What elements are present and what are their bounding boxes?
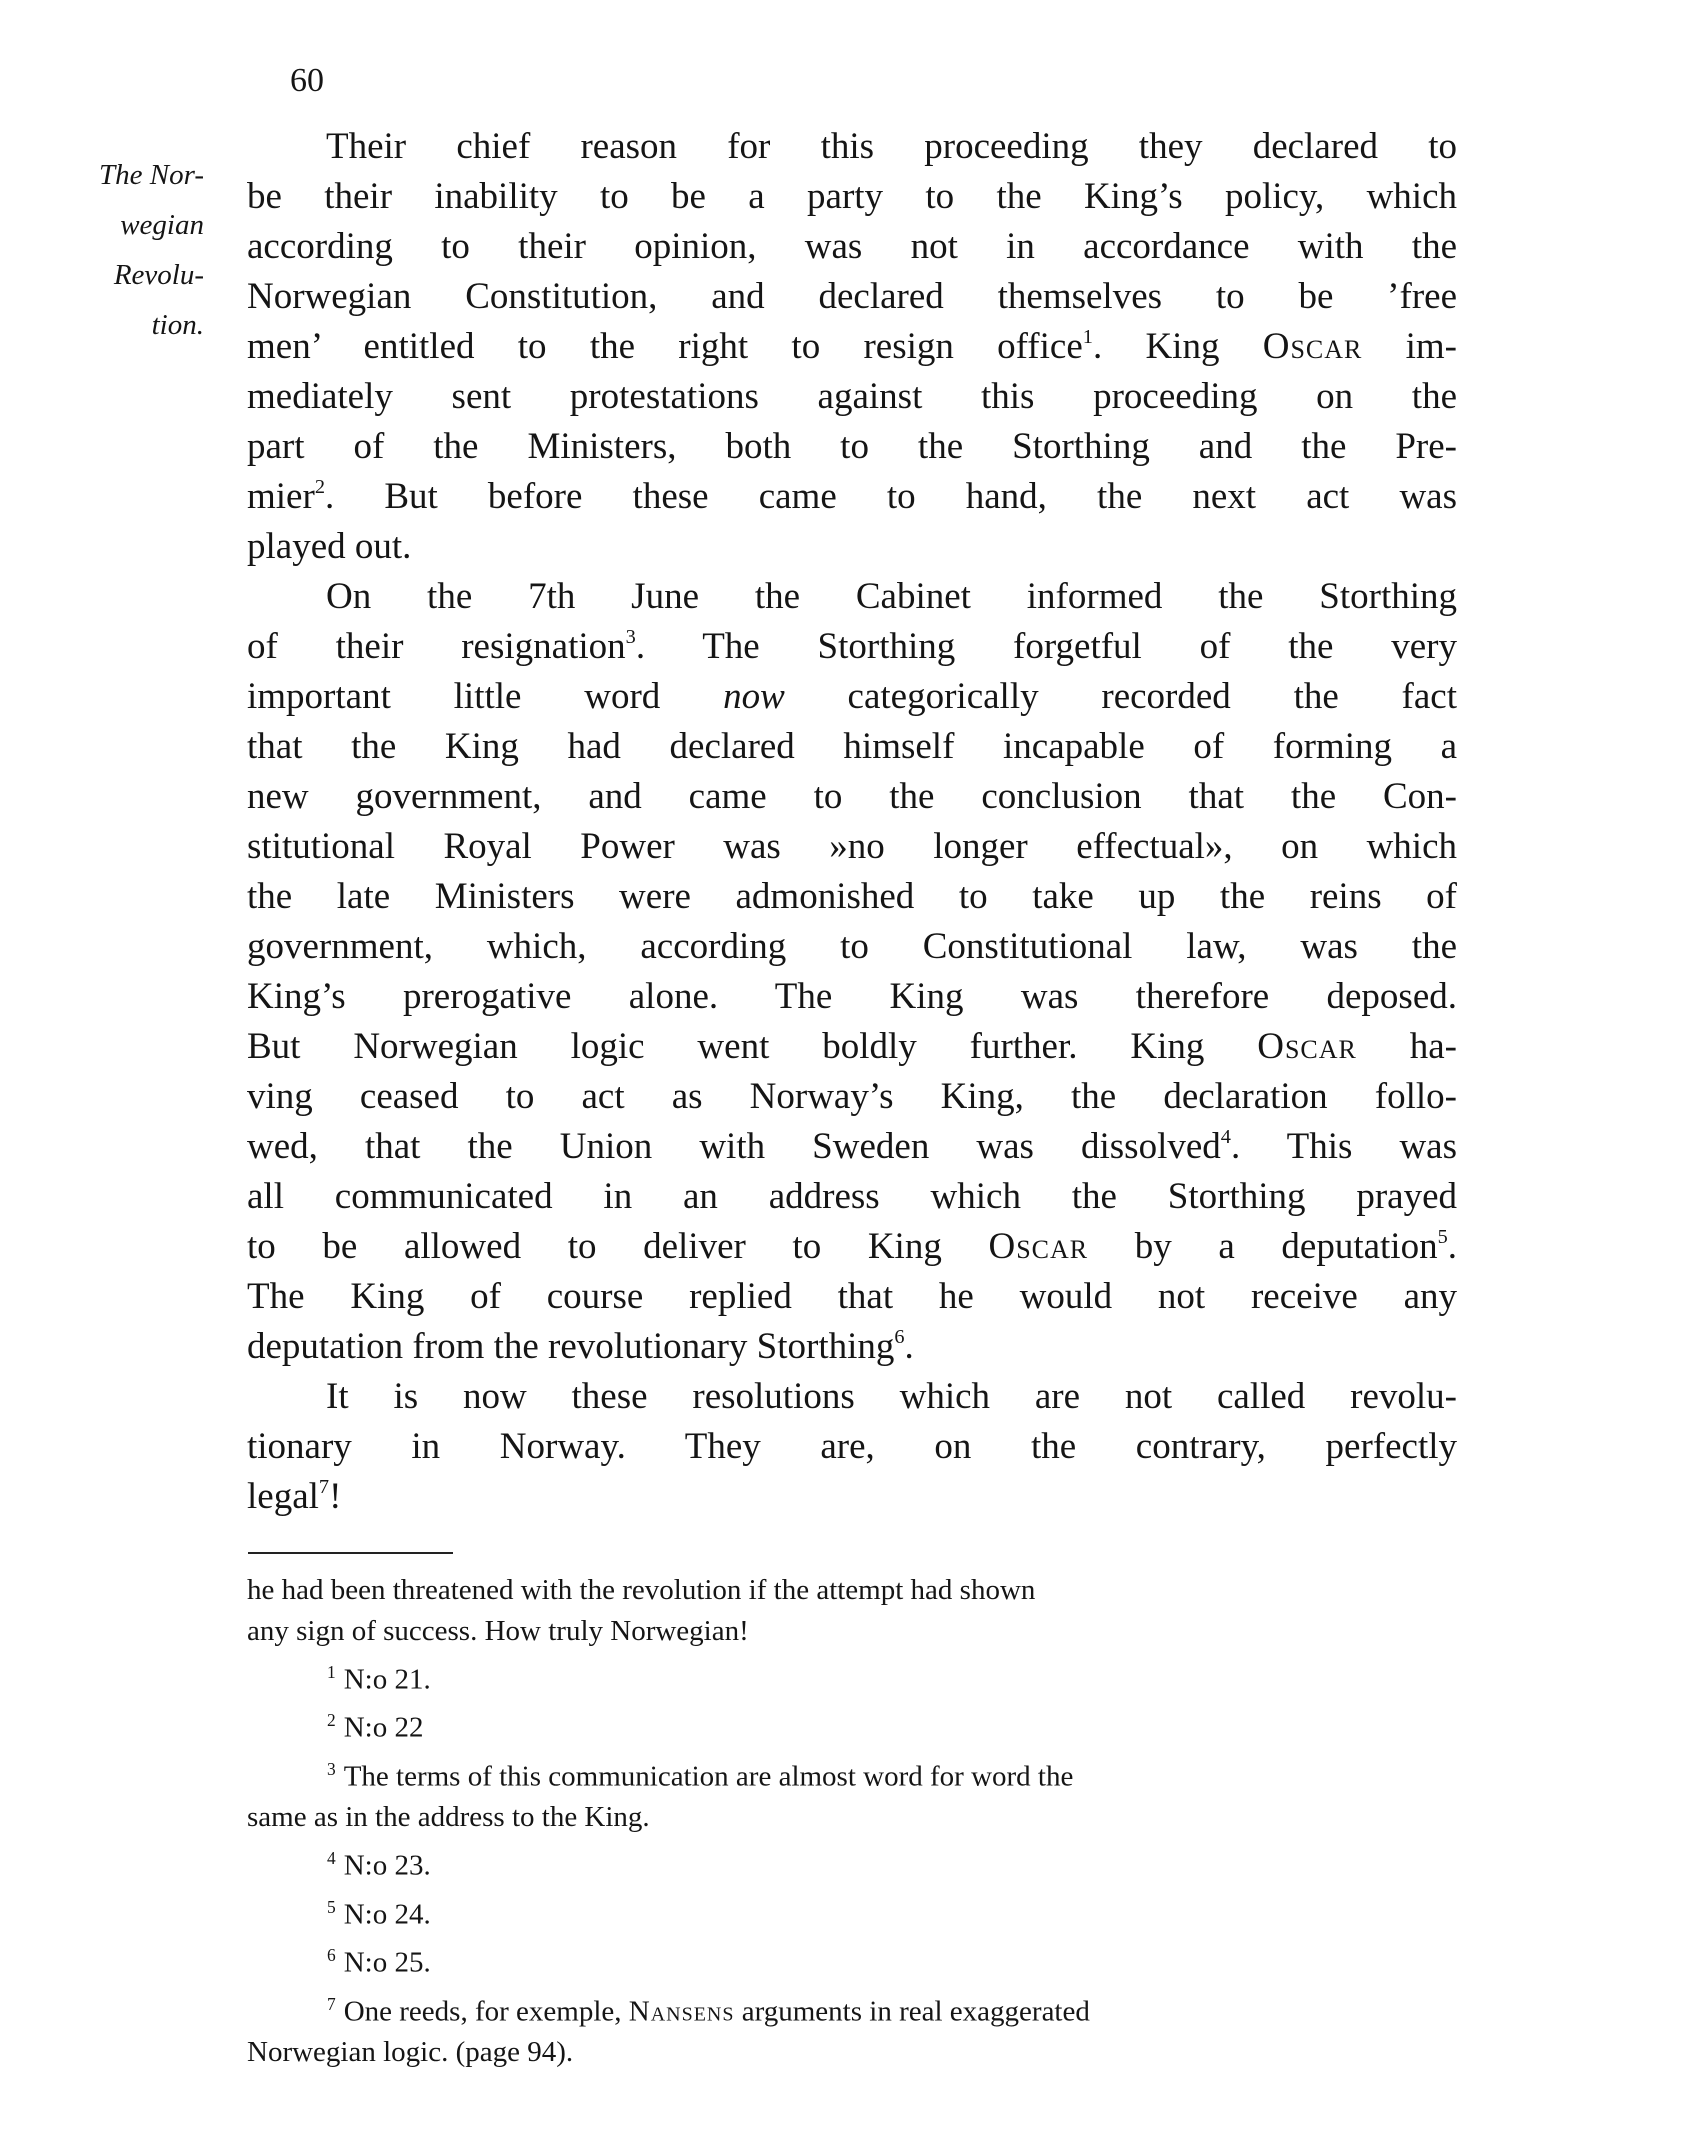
text-line: On the 7th June the Cabinet informed the Storthing xyxy=(326,576,1457,617)
body-text xyxy=(247,122,1457,1522)
footnote-ref: 4 xyxy=(1220,1125,1231,1148)
text-line: be their inability to be a party to the King’s policy, which xyxy=(247,176,1457,217)
footnote-ref: 5 xyxy=(1437,1225,1448,1248)
text-line: to be allowed to deliver to King Oscar by a deputation$^5$. xyxy=(247,1225,1457,1267)
text-line: It is now these resolutions which are not called revolu- xyxy=(326,1376,1457,1417)
text-line: Norwegian Constitution, and declared themselves to be ’free xyxy=(247,276,1457,317)
footnote-number: 7 xyxy=(327,1993,336,2014)
small-caps-name: Oscar xyxy=(1262,326,1363,367)
small-caps-name: Oscar xyxy=(1257,1026,1357,1067)
footnote-ref: 3 xyxy=(625,625,636,648)
margin-note xyxy=(84,150,204,350)
footnote-number: 2 xyxy=(327,1710,336,1731)
text-line: But Norwegian logic went boldly further. King Oscar ha- xyxy=(247,1026,1457,1067)
text-line: played out. xyxy=(247,526,412,567)
text-line: important little word now categorically recorded the fact xyxy=(247,676,1457,717)
text-line: new government, and came to the conclusion that the Con- xyxy=(247,776,1457,817)
text-line: that the King had declared himself incapable of forming a xyxy=(247,726,1457,767)
footnote-continuation-line: he had been threatened with the revolution if the attempt had shown xyxy=(247,1574,1036,1606)
text-line: The King of course replied that he would not receive any xyxy=(247,1276,1457,1317)
footnote-line: $^3$ The terms of this communication are almost word for word the xyxy=(327,1758,1074,1793)
text-line: part of the Ministers, both to the Storthing and the Pre- xyxy=(247,426,1457,467)
text-line: King’s prerogative alone. The King was therefore deposed. xyxy=(247,976,1457,1017)
footnote-line: $^7$ One reeds, for exemple, Nansens arguments in real exaggerated xyxy=(327,1993,1090,2028)
margin-note-line: The Nor- xyxy=(99,159,204,191)
paragraph xyxy=(247,122,1457,572)
text-line: mier$^2$. But before these came to hand, the next act was xyxy=(247,475,1457,517)
footnote-continuation-line: any sign of success. How truly Norwegian! xyxy=(247,1615,749,1647)
text-line: ving ceased to act as Norway’s King, the declaration follo- xyxy=(247,1076,1457,1117)
footnote-number: 5 xyxy=(327,1896,336,1917)
paragraph xyxy=(247,572,1457,1372)
margin-note-line: wegian xyxy=(120,209,204,241)
footnote-number: 6 xyxy=(327,1945,336,1966)
text-line: men’ entitled to the right to resign office$^1$. King Oscar im- xyxy=(247,325,1458,367)
text-line: all communicated in an address which the Storthing prayed xyxy=(247,1176,1457,1217)
margin-note-line: Revolu- xyxy=(113,259,204,291)
footnote-line: $^6$ N:o 25. xyxy=(327,1945,431,1979)
footnote-line: Norwegian logic. (page 94). xyxy=(247,2036,574,2069)
text-line: of their resignation$^3$. The Storthing forgetful of the very xyxy=(247,625,1458,667)
footnote-ref: 6 xyxy=(894,1325,905,1348)
footnote-ref: 7 xyxy=(318,1475,330,1498)
footnote-line: same as in the address to the King. xyxy=(247,1801,650,1834)
small-caps-name: Nansens xyxy=(628,1995,735,2028)
footnote-rule xyxy=(248,1552,453,1554)
footnote-number: 3 xyxy=(327,1758,336,1779)
text-line: the late Ministers were admonished to take up the reins of xyxy=(247,876,1457,917)
page-number: 60 xyxy=(290,62,324,99)
text-line: tionary in Norway. They are, on the contrary, perfectly xyxy=(247,1426,1457,1467)
text-line: Their chief reason for this proceeding they declared to xyxy=(326,126,1457,167)
text-line: wed, that the Union with Sweden was dissolved$^4$. This was xyxy=(247,1125,1458,1167)
paragraph xyxy=(247,1372,1457,1522)
footnote-ref: 2 xyxy=(314,475,325,498)
footnotes xyxy=(247,1570,1457,2073)
text-line: government, which, according to Constitutional law, was the xyxy=(247,926,1457,967)
footnote-line: $^5$ N:o 24. xyxy=(327,1896,431,1931)
emphasis: now xyxy=(723,676,785,717)
text-line: stitutional Royal Power was »no longer effectual», on which xyxy=(247,826,1457,867)
footnote-ref: 1 xyxy=(1082,325,1093,348)
text-line: according to their opinion, was not in accordance with the xyxy=(247,226,1457,267)
small-caps-name: Oscar xyxy=(988,1226,1089,1267)
text-line: mediately sent protestations against this proceeding on the xyxy=(247,376,1457,417)
footnote-number: 4 xyxy=(327,1848,336,1869)
footnote-number: 1 xyxy=(327,1662,336,1682)
text-line: deputation from the revolutionary Storthing$^6$. xyxy=(247,1325,914,1367)
footnote-line: $^1$ N:o 21. xyxy=(327,1662,431,1696)
footnote-line: $^2$ N:o 22 xyxy=(327,1710,424,1744)
text-line: legal$^7$! xyxy=(247,1475,342,1517)
margin-note-line: tion. xyxy=(151,309,204,341)
footnote-line: $^4$ N:o 23. xyxy=(327,1848,431,1882)
